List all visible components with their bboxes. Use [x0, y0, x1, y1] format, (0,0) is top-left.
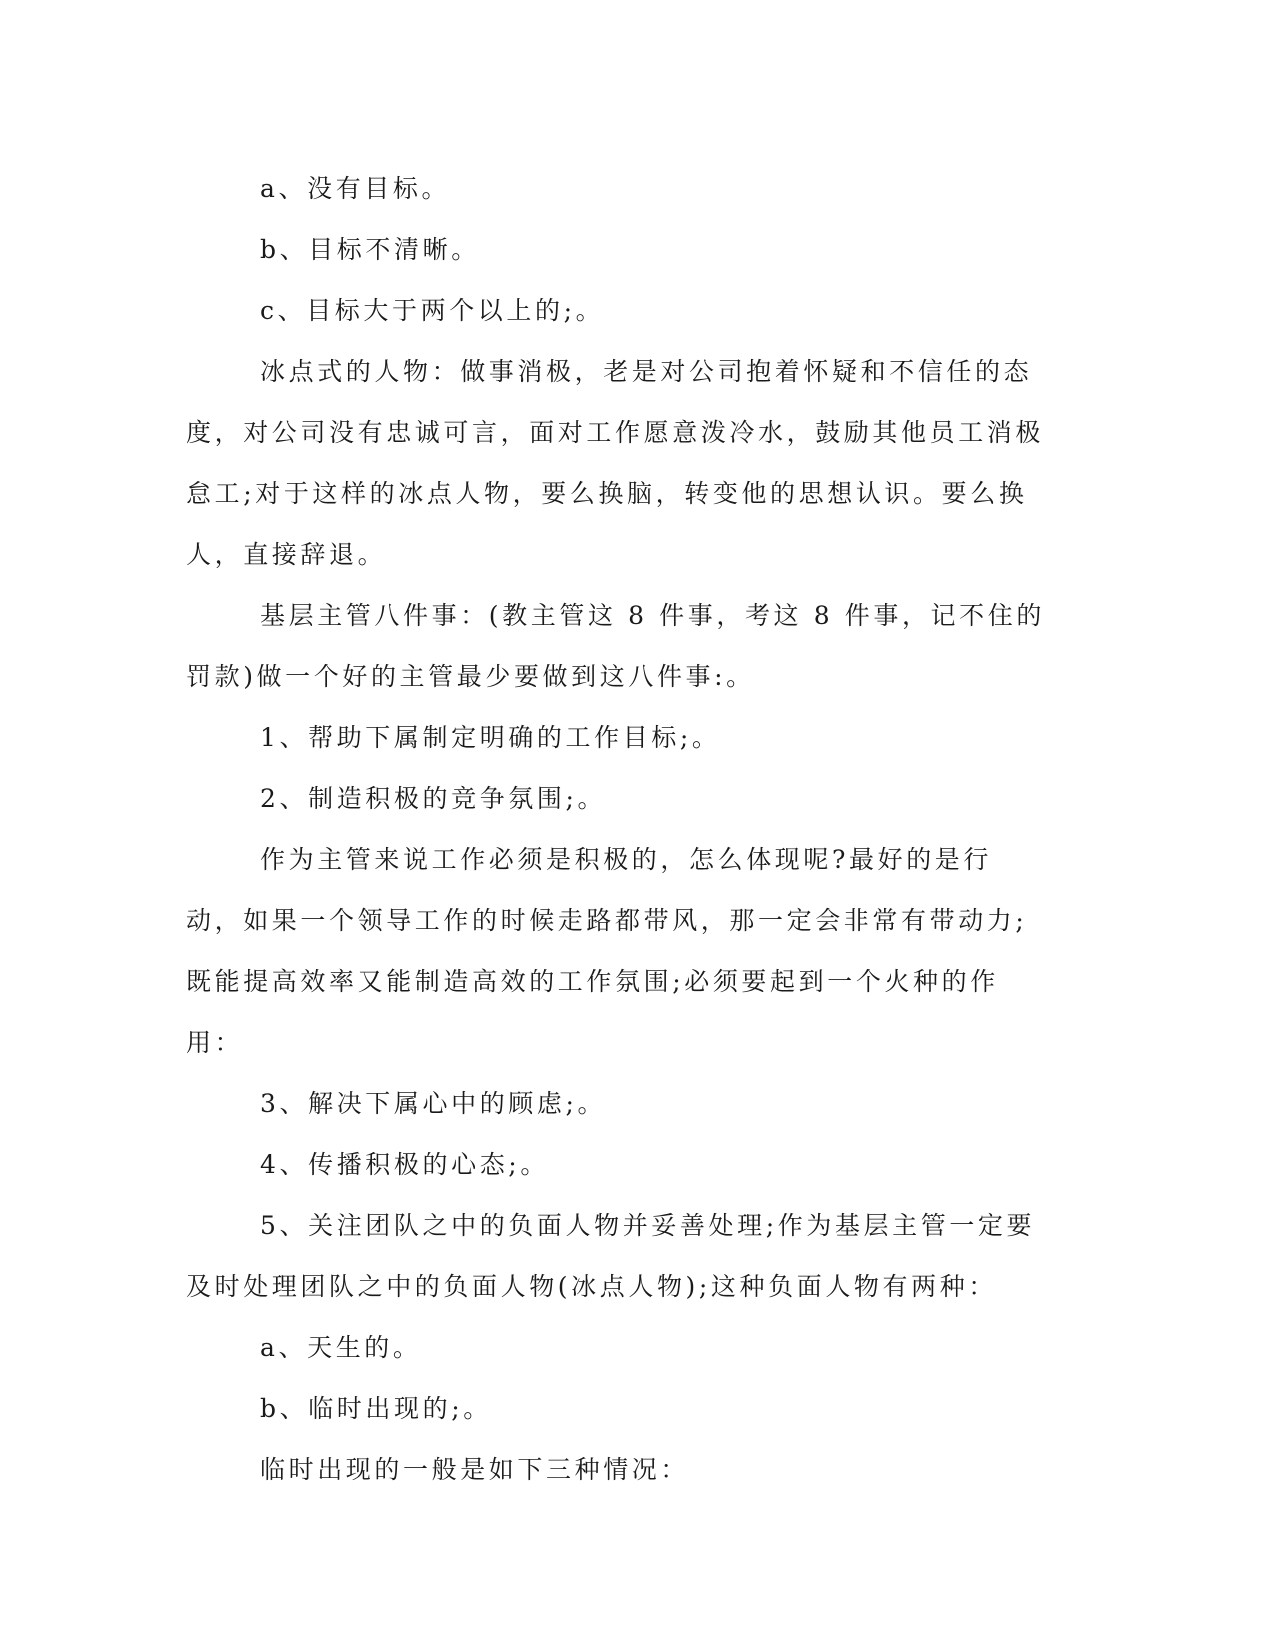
- list-item-2-competition: 2、制造积极的竞争氛围;。: [260, 784, 607, 813]
- list-item-5-negative-people: 5、关注团队之中的负面人物并妥善处理;作为基层主管一定要及时处理团队之中的负面人物(冰点人物);这种负面人物有两种：: [186, 1211, 1036, 1301]
- list-item-b-unclear-goal: b、目标不清晰。: [260, 235, 480, 264]
- paragraph-freezing-point-person: 冰点式的人物：做事消极，老是对公司抱着怀疑和不信任的态度，对公司没有忠诚可言，面对工作愿意泼冷水，鼓励其他员工消极怠工;对于这样的冰点人物，要么换脑，转变他的思想认识。要么换人，直接辞退。: [186, 357, 1045, 569]
- list-item-b-temporary: b、临时出现的;。: [260, 1394, 492, 1423]
- list-item-a-born: a、天生的。: [260, 1333, 422, 1362]
- paragraph-eight-things-intro: 基层主管八件事：(教主管这 8 件事，考这 8 件事，记不住的罚款)做一个好的主管最少要做到这八件事:。: [186, 601, 1045, 691]
- list-item-a-no-goal: a、没有目标。: [260, 174, 451, 203]
- document-body: [186, 158, 1046, 1500]
- list-item-1-set-goals: 1、帮助下属制定明确的工作目标;。: [260, 723, 721, 752]
- paragraph-positive-work: 作为主管来说工作必须是积极的，怎么体现呢?最好的是行动，如果一个领导工作的时候走路都带风，那一定会非常有带动力;既能提高效率又能制造高效的工作氛围;必须要起到一个火种的作用：: [186, 845, 1028, 1057]
- paragraph-temporary-cases: 临时出现的一般是如下三种情况：: [260, 1455, 690, 1484]
- list-item-c-multiple-goals: c、目标大于两个以上的;。: [260, 296, 605, 325]
- list-item-3-resolve-concerns: 3、解决下属心中的顾虑;。: [260, 1089, 607, 1118]
- list-item-4-positive-mindset: 4、传播积极的心态;。: [260, 1150, 549, 1179]
